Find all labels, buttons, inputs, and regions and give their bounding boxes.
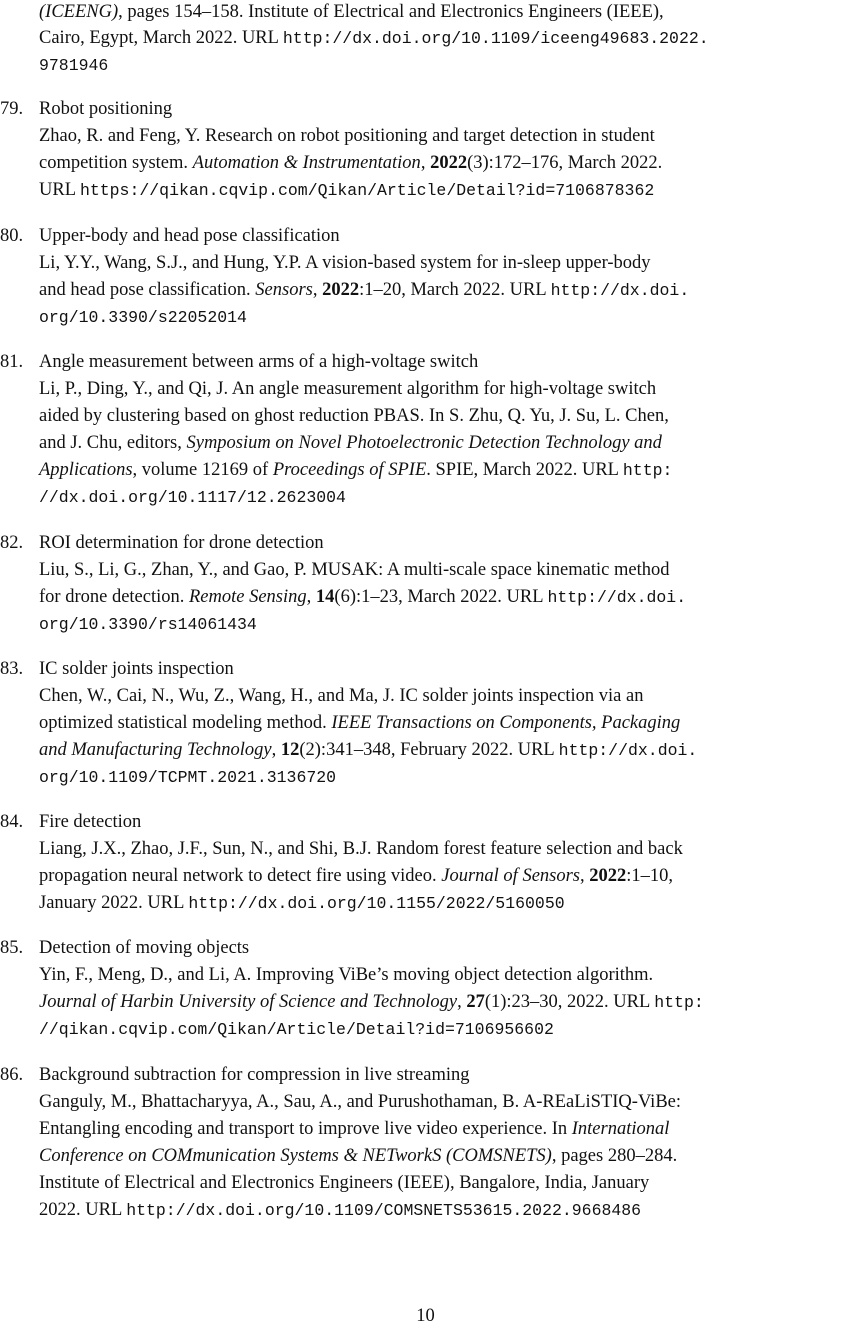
ref-text: Yin, F., Meng, D., and Li, A. Improving ViBe’s moving object detection algorithm. xyxy=(39,965,654,985)
ref-text: Li, P., Ding, Y., and Qi, J. An angle measurement algorithm for high-voltage switch xyxy=(39,379,657,399)
ref85-url-cont[interactable]: //qikan.cqvip.com/Qikan/Article/Detail?id=7106956602 xyxy=(39,1020,554,1039)
ref-heading: ROI determination for drone detection xyxy=(39,533,324,553)
ref-text: URL https://qikan.cqvip.com/Qikan/Article/Detail?id=7106878362 xyxy=(39,180,655,200)
ref-text: 2022. URL http://dx.doi.org/10.1109/COMSNETS53615.2022.9668486 xyxy=(39,1200,642,1220)
ref-text: aided by clustering based on ghost reduction PBAS. In S. Zhu, Q. Yu, J. Su, L. Chen, xyxy=(39,406,669,426)
ref81-url-cont[interactable]: //dx.doi.org/10.1117/12.2623004 xyxy=(39,488,346,507)
ref-text: and Manufacturing Technology, 12(2):341–348, February 2022. URL http://dx.doi. xyxy=(39,740,698,760)
ref-text xyxy=(39,612,257,637)
ref78-url[interactable]: http://dx.doi.org/10.1109/iceeng49683.2022. xyxy=(282,29,709,48)
ref-heading: Angle measurement between arms of a high-voltage switch xyxy=(39,352,479,372)
ref-text: Journal of Harbin University of Science and Technology, 27(1):23–30, 2022. URL http: xyxy=(39,992,704,1012)
ref-text xyxy=(39,485,346,510)
ref86-url[interactable]: http://dx.doi.org/10.1109/COMSNETS53615.2022.9668486 xyxy=(126,1201,642,1220)
ref78-line3 xyxy=(39,53,108,78)
ref78-line1: (ICEENG), pages 154–158. Institute of Electrical and Electronics Engineers (IEEE), xyxy=(39,2,664,22)
ref-text: Applications, volume 12169 of Proceedings of SPIE. SPIE, March 2022. URL http: xyxy=(39,460,673,480)
ref-number: 83. xyxy=(0,659,24,679)
ref83-url-cont[interactable]: org/10.1109/TCPMT.2021.3136720 xyxy=(39,768,337,787)
ref-text: Zhao, R. and Feng, Y. Research on robot positioning and target detection in student xyxy=(39,126,655,146)
ref-text xyxy=(39,1017,554,1042)
ref-number: 82. xyxy=(0,533,24,553)
ref-text: Entangling encoding and transport to improve live video experience. In International xyxy=(39,1119,670,1139)
ref-text: Liu, S., Li, G., Zhan, Y., and Gao, P. MUSAK: A multi-scale space kinematic method xyxy=(39,560,670,580)
ref79-url[interactable]: https://qikan.cqvip.com/Qikan/Article/Detail?id=7106878362 xyxy=(79,181,655,200)
ref-text: January 2022. URL http://dx.doi.org/10.1155/2022/5160050 xyxy=(39,893,565,913)
ref-number: 85. xyxy=(0,938,24,958)
ref-text: Conference on COMmunication Systems & NETworkS (COMSNETS), pages 280–284. xyxy=(39,1146,678,1166)
ref-text xyxy=(39,305,247,330)
ref78-line2: Cairo, Egypt, March 2022. URL http://dx.doi.org/10.1109/iceeng49683.2022. xyxy=(39,28,709,48)
ref82-url[interactable]: http://dx.doi. xyxy=(547,588,687,607)
ref-number: 86. xyxy=(0,1065,24,1085)
ref-text: propagation neural network to detect fire using video. Journal of Sensors, 2022:1–10, xyxy=(39,866,674,886)
ref-number: 84. xyxy=(0,812,24,832)
ref-text: optimized statistical modeling method. IEEE Transactions on Components, Packaging xyxy=(39,713,681,733)
ref-text: Chen, W., Cai, N., Wu, Z., Wang, H., and Ma, J. IC solder joints inspection via an xyxy=(39,686,644,706)
ref-text: and J. Chu, editors, Symposium on Novel Photoelectronic Detection Technology and xyxy=(39,433,662,453)
ref-text: Institute of Electrical and Electronics Engineers (IEEE), Bangalore, India, January xyxy=(39,1173,650,1193)
ref-number: 81. xyxy=(0,352,24,372)
ref-heading: Background subtraction for compression in live streaming xyxy=(39,1065,470,1085)
ref-number: 80. xyxy=(0,226,24,246)
ref82-url-cont[interactable]: org/10.3390/rs14061434 xyxy=(39,615,257,634)
ref85-url[interactable]: http: xyxy=(654,993,704,1012)
ref-number: 79. xyxy=(0,99,24,119)
ref81-url[interactable]: http: xyxy=(622,461,673,480)
ref84-url[interactable]: http://dx.doi.org/10.1155/2022/5160050 xyxy=(188,894,565,913)
ref-heading: IC solder joints inspection xyxy=(39,659,234,679)
ref-heading: Fire detection xyxy=(39,812,142,832)
ref78-url-cont[interactable]: 9781946 xyxy=(39,56,109,75)
ref-text: for drone detection. Remote Sensing, 14(6):1–23, March 2022. URL http://dx.doi. xyxy=(39,587,687,607)
ref-heading: Robot positioning xyxy=(39,99,173,119)
ref83-url[interactable]: http://dx.doi. xyxy=(558,741,698,760)
ref-text xyxy=(39,765,336,790)
ref80-url-cont[interactable]: org/10.3390/s22052014 xyxy=(39,308,247,327)
ref-text: Ganguly, M., Bhattacharyya, A., Sau, A., and Purushothaman, B. A-REaLiSTIQ-ViBe: xyxy=(39,1092,682,1112)
ref80-url[interactable]: http://dx.doi. xyxy=(550,281,690,300)
ref-text: Liang, J.X., Zhao, J.F., Sun, N., and Shi, B.J. Random forest feature selection and back xyxy=(39,839,683,859)
ref-text: and head pose classification. Sensors, 2022:1–20, March 2022. URL http://dx.doi. xyxy=(39,280,690,300)
page-number: 10 xyxy=(416,1306,435,1326)
ref-heading: Upper-body and head pose classification xyxy=(39,226,340,246)
ref-text: competition system. Automation & Instrumentation, 2022(3):172–176, March 2022. xyxy=(39,153,663,173)
ref-text: Li, Y.Y., Wang, S.J., and Hung, Y.P. A vision-based system for in-sleep upper-body xyxy=(39,253,651,273)
ref-heading: Detection of moving objects xyxy=(39,938,250,958)
